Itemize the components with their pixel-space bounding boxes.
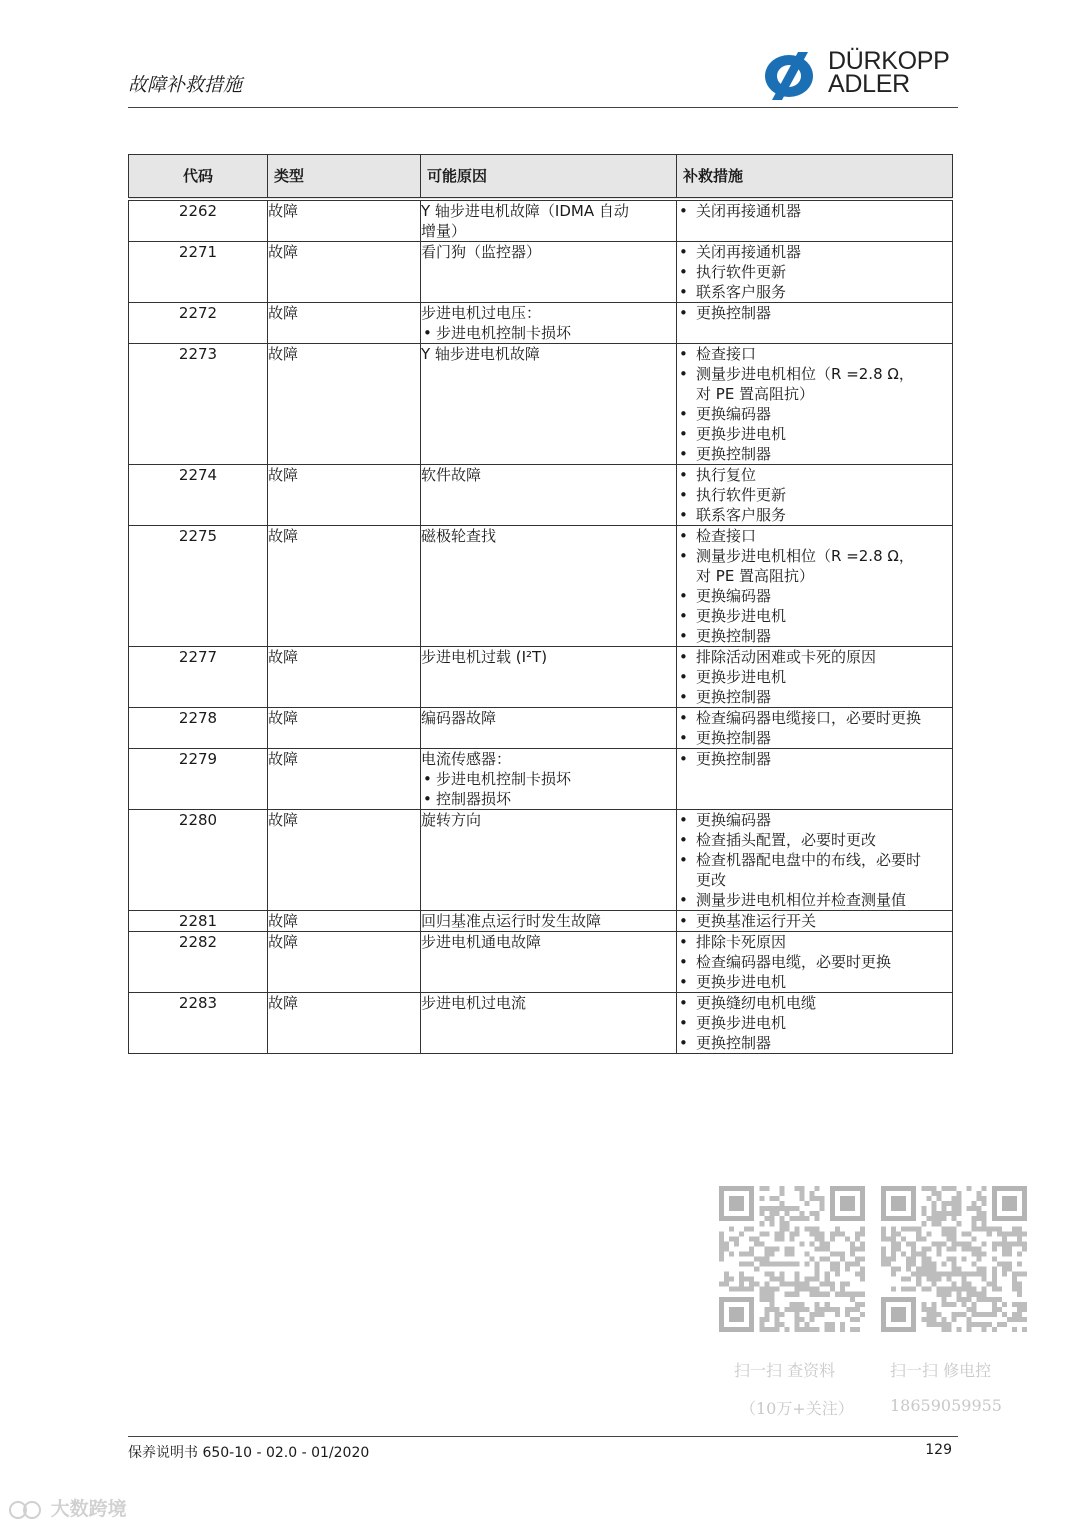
remedy-list-item: • 更换步进电机 <box>677 667 952 687</box>
cause-text: 旋转方向 <box>421 811 482 829</box>
logo-text-line2: ADLER <box>828 70 910 98</box>
remedy-list-item: • 排除活动困难或卡死的原因 <box>677 647 952 667</box>
table-row <box>129 749 953 810</box>
table-row <box>129 526 953 647</box>
cell-cause <box>421 526 677 647</box>
table-row <box>129 242 953 303</box>
cell-type: 故障 <box>268 993 421 1054</box>
remedy-list <box>677 708 952 748</box>
cell-remedy <box>677 911 953 932</box>
cell-remedy <box>677 199 953 242</box>
remedy-list <box>677 749 952 769</box>
cause-text: Y 轴步进电机故障 <box>421 345 540 363</box>
table-body <box>129 199 953 1054</box>
remedy-list-item: • 更换编码器 <box>677 404 952 424</box>
cell-cause <box>421 932 677 993</box>
remedy-list-item: • 更换步进电机 <box>677 606 952 626</box>
remedy-list-item: • 更换缝纫电机电缆 <box>677 993 952 1013</box>
cell-code: 2278 <box>129 708 268 749</box>
table-row <box>129 465 953 526</box>
cause-text: 回归基准点运行时发生故障 <box>421 912 602 930</box>
qr-right-icon <box>880 1186 1028 1332</box>
cell-cause <box>421 465 677 526</box>
cell-code: 2283 <box>129 993 268 1054</box>
cell-remedy <box>677 708 953 749</box>
cell-type: 故障 <box>268 465 421 526</box>
table-row <box>129 303 953 344</box>
remedy-list-item: • 检查编码器电缆接口，必要时更换 <box>677 708 952 728</box>
cell-cause <box>421 344 677 465</box>
table-row <box>129 932 953 993</box>
cell-type: 故障 <box>268 199 421 242</box>
qr-left-icon <box>718 1186 866 1332</box>
cell-remedy <box>677 647 953 708</box>
logo-mark-icon <box>762 52 820 100</box>
table-row <box>129 911 953 932</box>
cause-text: 编码器故障 <box>421 709 497 727</box>
cause-text: 电流传感器： <box>421 750 512 768</box>
cause-list <box>421 323 676 343</box>
remedy-list <box>677 201 952 221</box>
remedy-list-item: • 更换控制器 <box>677 749 952 769</box>
cell-type: 故障 <box>268 242 421 303</box>
remedy-list-item: • 关闭再接通机器 <box>677 242 952 262</box>
remedy-list-item: • 检查编码器电缆，必要时更换 <box>677 952 952 972</box>
qr-code-left <box>718 1186 866 1332</box>
remedy-list-item: • 更换控制器 <box>677 1033 952 1053</box>
cell-remedy <box>677 242 953 303</box>
remedy-list-item: • 测量步进电机相位（R =2.8 Ω， 对 PE 置高阻抗） <box>677 364 952 404</box>
cause-text: 步进电机过载 (I²T) <box>421 648 548 666</box>
remedy-list-item: • 测量步进电机相位并检查测量值 <box>677 890 952 910</box>
qr-left-caption2: （10万+关注） <box>740 1399 854 1418</box>
cell-remedy <box>677 993 953 1054</box>
cell-code: 2274 <box>129 465 268 526</box>
remedy-list-item: • 联系客户服务 <box>677 282 952 302</box>
column-header-code: 代码 <box>129 155 268 200</box>
header-divider <box>128 107 958 108</box>
cell-code: 2273 <box>129 344 268 465</box>
remedy-list-item: • 更换编码器 <box>677 810 952 830</box>
cell-remedy <box>677 810 953 911</box>
cell-remedy <box>677 303 953 344</box>
column-header-type: 类型 <box>268 155 421 200</box>
page-number: 129 <box>925 1442 952 1458</box>
cell-code: 2272 <box>129 303 268 344</box>
cause-list <box>421 769 676 809</box>
cell-code: 2280 <box>129 810 268 911</box>
cell-type: 故障 <box>268 932 421 993</box>
remedy-list <box>677 344 952 464</box>
cell-remedy <box>677 344 953 465</box>
table-row <box>129 647 953 708</box>
remedy-list-item: • 联系客户服务 <box>677 505 952 525</box>
remedy-list <box>677 526 952 646</box>
remedy-list-item: • 检查机器配电盘中的布线，必要时 更改 <box>677 850 952 890</box>
cell-cause <box>421 708 677 749</box>
cell-cause <box>421 749 677 810</box>
cause-list-item: • 步进电机控制卡损坏 <box>421 323 676 343</box>
remedy-list-item: • 更换步进电机 <box>677 424 952 444</box>
cause-text: 软件故障 <box>421 466 482 484</box>
cell-type: 故障 <box>268 647 421 708</box>
cell-type: 故障 <box>268 810 421 911</box>
remedy-list <box>677 465 952 525</box>
cell-cause <box>421 242 677 303</box>
durkopp-adler-logo <box>762 47 962 102</box>
cause-text: 磁极轮查找 <box>421 527 497 545</box>
cell-cause <box>421 911 677 932</box>
qr-code-right <box>880 1186 1028 1332</box>
cell-cause <box>421 810 677 911</box>
logo-text-line1: DÜRKOPP <box>828 47 950 75</box>
remedy-list-item: • 更换控制器 <box>677 444 952 464</box>
watermark <box>8 1494 127 1521</box>
cause-text: Y 轴步进电机故障（IDMA 自动 增量） <box>421 202 629 240</box>
remedy-list-item: • 更换控制器 <box>677 687 952 707</box>
column-header-cause: 可能原因 <box>421 155 677 200</box>
table-header-row <box>129 155 953 200</box>
remedy-list-item: • 更换编码器 <box>677 586 952 606</box>
remedy-list-item: • 执行复位 <box>677 465 952 485</box>
remedy-list <box>677 810 952 910</box>
cause-list-item: • 步进电机控制卡损坏 <box>421 769 676 789</box>
cell-type: 故障 <box>268 911 421 932</box>
remedy-list-item: • 更换步进电机 <box>677 972 952 992</box>
remedy-list-item: • 执行软件更新 <box>677 485 952 505</box>
remedy-list-item: • 检查接口 <box>677 526 952 546</box>
remedy-list <box>677 303 952 323</box>
remedy-list-item: • 更换控制器 <box>677 303 952 323</box>
cell-code: 2279 <box>129 749 268 810</box>
remedy-list-item: • 检查接口 <box>677 344 952 364</box>
cell-remedy <box>677 526 953 647</box>
remedy-list <box>677 993 952 1053</box>
watermark-text: 大数跨境 <box>50 1498 127 1520</box>
qr-right-caption1: 扫一扫 修电控 <box>890 1361 992 1380</box>
cause-text: 看门狗（监控器） <box>421 243 542 261</box>
cell-cause <box>421 199 677 242</box>
remedy-list-item: • 检查插头配置，必要时更改 <box>677 830 952 850</box>
footer-doc-info: 保养说明书 650-10 - 02.0 - 01/2020 <box>128 1445 370 1461</box>
remedy-list-item: • 排除卡死原因 <box>677 932 952 952</box>
cell-cause <box>421 647 677 708</box>
remedy-list-item: • 更换基准运行开关 <box>677 911 952 931</box>
cell-remedy <box>677 932 953 993</box>
cell-code: 2271 <box>129 242 268 303</box>
table-row <box>129 199 953 242</box>
watermark-logo-icon <box>8 1499 44 1521</box>
table-row <box>129 993 953 1054</box>
remedy-list <box>677 932 952 992</box>
cell-code: 2262 <box>129 199 268 242</box>
remedy-list <box>677 242 952 302</box>
remedy-list-item: • 更换控制器 <box>677 728 952 748</box>
cause-text: 步进电机过电流 <box>421 994 527 1012</box>
table-row <box>129 810 953 911</box>
remedy-list-item: • 关闭再接通机器 <box>677 201 952 221</box>
cell-type: 故障 <box>268 708 421 749</box>
cell-remedy <box>677 465 953 526</box>
cell-code: 2275 <box>129 526 268 647</box>
qr-right-caption2: 18659059955 <box>890 1396 1002 1415</box>
table-row <box>129 708 953 749</box>
cell-type: 故障 <box>268 344 421 465</box>
error-code-table <box>128 154 953 1054</box>
cause-list-item: • 控制器损坏 <box>421 789 676 809</box>
footer-divider <box>128 1436 958 1437</box>
cell-remedy <box>677 749 953 810</box>
remedy-list-item: • 更换控制器 <box>677 626 952 646</box>
page-section-title: 故障补救措施 <box>128 74 243 96</box>
cell-code: 2281 <box>129 911 268 932</box>
cell-type: 故障 <box>268 303 421 344</box>
cell-cause <box>421 993 677 1054</box>
cause-text: 步进电机过电压： <box>421 304 542 322</box>
cell-code: 2282 <box>129 932 268 993</box>
cell-cause <box>421 303 677 344</box>
cause-text: 步进电机通电故障 <box>421 933 542 951</box>
remedy-list <box>677 647 952 707</box>
cell-type: 故障 <box>268 749 421 810</box>
cell-code: 2277 <box>129 647 268 708</box>
remedy-list-item: • 测量步进电机相位（R =2.8 Ω， 对 PE 置高阻抗） <box>677 546 952 586</box>
remedy-list-item: • 更换步进电机 <box>677 1013 952 1033</box>
qr-left-caption1: 扫一扫 查资料 <box>734 1361 836 1380</box>
remedy-list-item: • 执行软件更新 <box>677 262 952 282</box>
column-header-remedy: 补救措施 <box>677 155 953 200</box>
table-row <box>129 344 953 465</box>
cell-type: 故障 <box>268 526 421 647</box>
remedy-list <box>677 911 952 931</box>
